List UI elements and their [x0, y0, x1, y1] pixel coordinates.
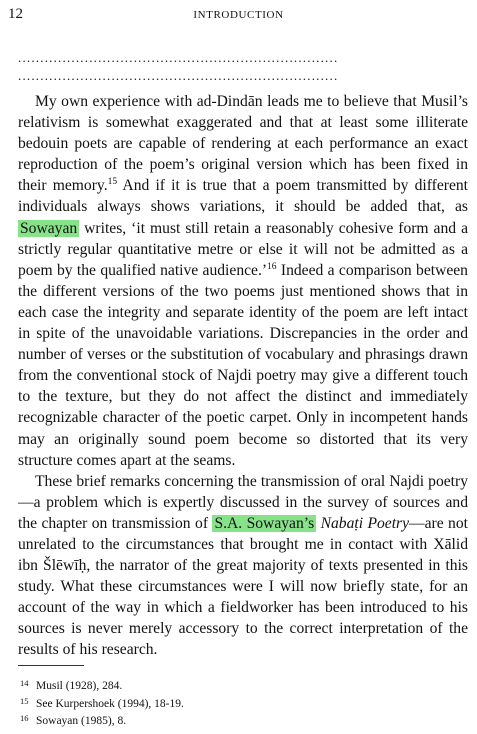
dotted-line: ........................................................................: [18, 53, 339, 63]
footnote-ref[interactable]: 16: [267, 261, 277, 272]
text-run: Indeed a comparison between the different versions of the two poems just mentioned shows that in each case the integrity and separate identity of the poem are left intact in spite of the unavoidable variations. Discrepancies in the order and number of verses or the substitution of vocabulary and phrasings drawn from the conventional stock of Najdi poetry may give a different touch to the texture, but they do not affect the distinct and immediately recognizable character of the poetic carpet. Only in incompetent hands may an originally sound poem become so distorted that its very structure comes apart at the seams.: [18, 261, 468, 469]
running-head: INTRODUCTION: [193, 9, 284, 21]
footnote: [20, 694, 184, 712]
paragraph: [18, 471, 468, 661]
highlighted-text: S.A. Sowayan’s: [214, 514, 315, 532]
text-run: These brief remarks concerning the transmission of oral Najdi poetry—a problem which is expertly discussed in the survey of sources and the chapter on transmission of: [18, 472, 468, 532]
book-title: Nabaṭi Poetry: [320, 514, 410, 532]
footnote-ref[interactable]: 15: [107, 177, 118, 188]
footnote: [20, 711, 184, 729]
text-run: And if it is true that a poem transmitted by different individuals always shows variations, it should be added that, as: [18, 177, 468, 216]
footnote-number: 16: [20, 713, 29, 724]
page-number: 12: [8, 6, 23, 22]
footnote-text: Musil (1928), 284.: [36, 680, 123, 692]
paragraph: [18, 91, 468, 471]
body-text: [18, 91, 468, 661]
footnotes: [20, 676, 184, 729]
text-run: —are not unrelated to the circumstances that brought me in contact with Xālid ibn Šlēwīḥ, the narrator of the great majority of texts presented in this study. What these circumstances were I will now briefly state, for an account of the way in which a fieldworker has been introduced to his sources is never merely accessory to the correct interpretation of the results of his research.: [18, 514, 468, 659]
text-run: My own experience with ad-Dindān leads me to believe that Musil’s relativism is somewhat exaggerated and that at least some illiterate bedouin poets are capable of rendering at each performance an exact reproduction of the poem’s original version which has been fixed in their memory.: [18, 93, 468, 195]
dotted-line: ........................................................................: [18, 71, 339, 81]
text-run: writes, ‘it must still retain a reasonably cohesive form and a strictly regular quantitative metre or else it will not be admitted as a poem by the qualified native audience.’: [18, 219, 468, 279]
footnote-rule: [18, 665, 84, 666]
footnote: [20, 676, 184, 694]
footnote-text: See Kurpershoek (1994), 18-19.: [36, 697, 184, 710]
footnote-number: 14: [20, 678, 29, 688]
footnote-text: Sowayan (1985), 8.: [36, 715, 127, 728]
highlighted-text: Sowayan: [20, 219, 78, 237]
footnote-number: 15: [20, 695, 29, 706]
